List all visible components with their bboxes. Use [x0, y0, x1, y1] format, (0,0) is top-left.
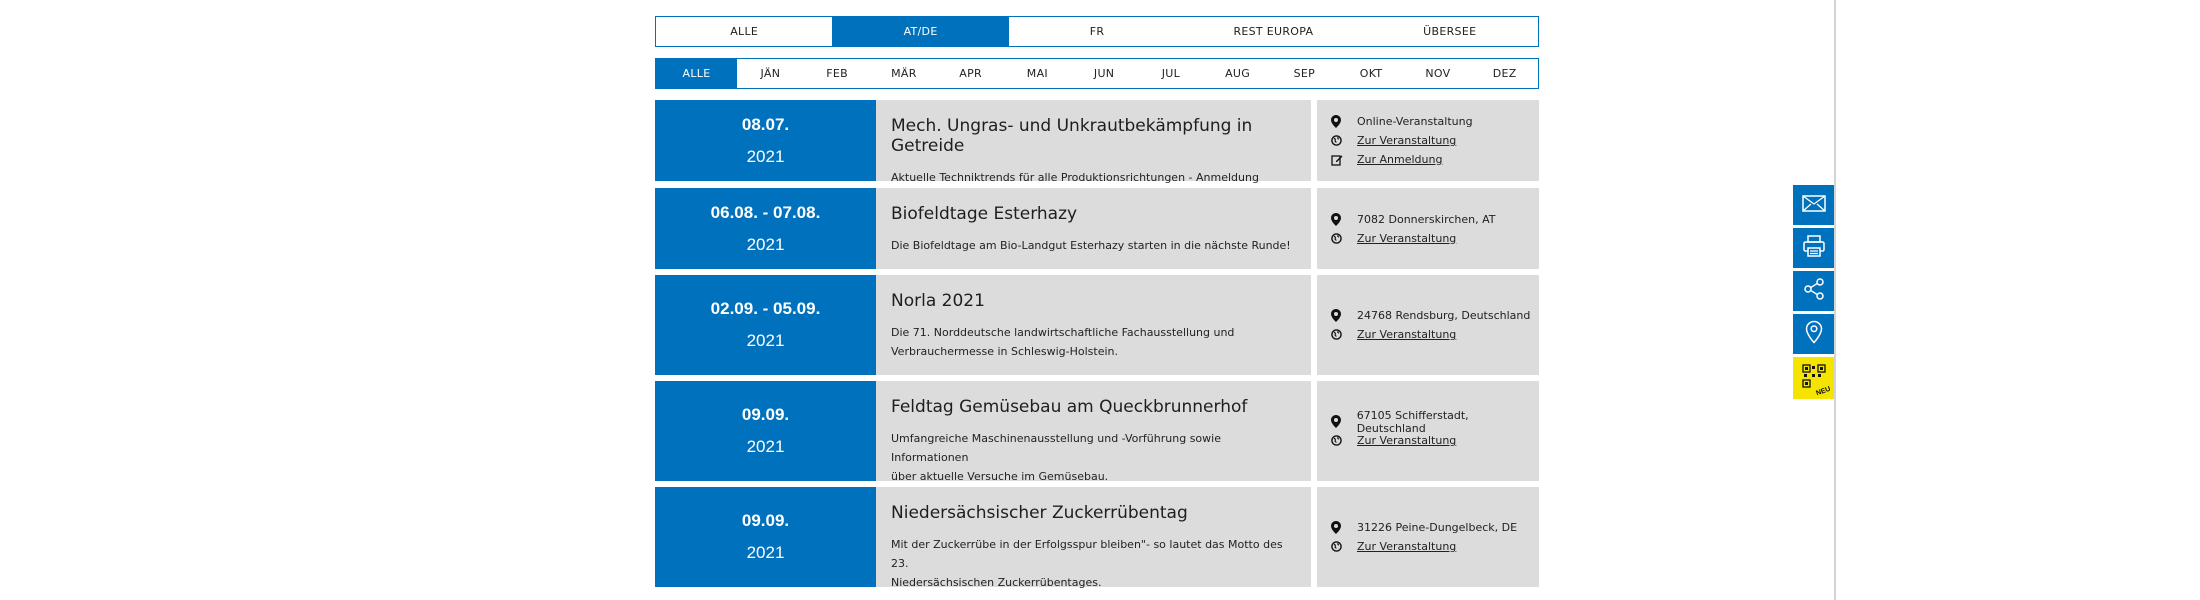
event-description-line: Die 71. Norddeutsche landwirtschaftliche Fachausstellung und: [891, 326, 1235, 339]
event-card: [655, 381, 1539, 481]
event-meta: [1317, 100, 1539, 181]
event-date: 06.08. - 07.08.: [710, 202, 821, 222]
event-info: [876, 100, 1311, 184]
event-date: 02.09. - 05.09.: [710, 299, 821, 318]
globe-icon: [1331, 135, 1357, 146]
print-icon: [1803, 235, 1825, 261]
event-info: [876, 275, 1311, 375]
globe-icon: [1331, 435, 1357, 446]
month-filter-mai[interactable]: MAI: [1026, 67, 1048, 80]
event-info: [876, 188, 1311, 269]
region-filter-at-de[interactable]: AT/DE: [832, 17, 1008, 46]
event-location: 31226 Peine-Dungelbeck, DE: [1357, 521, 1518, 534]
event-year: 2021: [746, 234, 785, 254]
event-date: 08.07.: [741, 114, 790, 134]
event-link[interactable]: Zur Veranstaltung: [1357, 434, 1457, 447]
event-date-block: [655, 381, 876, 481]
page-edge-divider: [1834, 0, 1836, 600]
event-link-row: [1331, 537, 1539, 556]
month-filter-dez[interactable]: DEZ: [1492, 67, 1517, 80]
location-pin-icon: [1331, 415, 1357, 428]
event-description: Aktuelle Techniktrends für alle Produktionsrichtungen - Anmeldung: [891, 171, 1259, 184]
mail-button[interactable]: [1793, 185, 1834, 225]
event-year: 2021: [746, 543, 785, 562]
event-meta: [1317, 381, 1539, 481]
event-registration-row: [1331, 150, 1539, 169]
region-filter: [655, 16, 1539, 47]
share-button[interactable]: [1793, 271, 1834, 311]
location-pin-icon: [1331, 213, 1357, 226]
mail-icon: [1802, 195, 1826, 216]
event-description: [891, 323, 1296, 361]
qr-code-button[interactable]: [1793, 357, 1834, 399]
event-description-line: Niedersächsischen Zuckerrübentages.: [891, 576, 1102, 589]
location-pin-icon: [1331, 521, 1357, 534]
event-date-block: [655, 100, 876, 181]
month-filter-jul[interactable]: JUL: [1161, 67, 1181, 80]
globe-icon: [1331, 233, 1357, 244]
globe-icon: [1331, 541, 1357, 552]
event-card: [655, 188, 1539, 269]
event-title: Feldtag Gemüsebau am Queckbrunnerhof: [891, 397, 1248, 417]
region-filter-uebersee[interactable]: ÜBERSEE: [1423, 25, 1477, 38]
month-filter: [655, 58, 1539, 89]
event-location: Online-Veranstaltung: [1357, 115, 1473, 128]
event-title: Niedersächsischer Zuckerrübentag: [891, 503, 1188, 523]
month-filter-okt[interactable]: OKT: [1359, 67, 1383, 80]
event-card: [655, 487, 1539, 587]
share-icon: [1803, 278, 1825, 304]
event-description-line: Mit der Zuckerrübe in der Erfolgsspur bleiben"- so lautet das Motto des 23.: [891, 538, 1283, 570]
event-description-line: Verbrauchermesse in Schleswig-Holstein.: [891, 345, 1118, 358]
event-date: 09.09.: [741, 405, 790, 424]
event-card: [655, 100, 1539, 184]
region-filter-fr[interactable]: FR: [1089, 25, 1105, 38]
event-location-row: [1331, 518, 1539, 537]
event-location-row: [1331, 112, 1539, 131]
event-title: Biofeldtage Esterhazy: [891, 204, 1078, 224]
event-link[interactable]: Zur Veranstaltung: [1357, 134, 1457, 147]
event-link-row: [1331, 325, 1539, 344]
event-date-block: [655, 188, 876, 269]
month-filter-mar[interactable]: MÄR: [891, 67, 917, 80]
event-link[interactable]: Zur Veranstaltung: [1357, 231, 1457, 245]
event-card: [655, 275, 1539, 375]
event-info: [876, 381, 1311, 481]
region-filter-all[interactable]: ALLE: [730, 25, 759, 38]
location-pin-icon: [1331, 309, 1357, 322]
event-description: [891, 535, 1296, 592]
location-pin-icon: [1805, 320, 1823, 348]
event-location-row: [1331, 210, 1539, 229]
location-pin-icon: [1331, 115, 1357, 128]
new-badge: NEU: [1815, 385, 1832, 398]
event-meta: [1317, 188, 1539, 269]
month-filter-apr[interactable]: APR: [959, 67, 982, 80]
event-location: 24768 Rendsburg, Deutschland: [1357, 309, 1531, 322]
region-filter-rest-europa[interactable]: REST EUROPA: [1233, 25, 1314, 38]
event-date-block: [655, 275, 876, 375]
event-year: 2021: [746, 146, 785, 166]
event-location-row: [1331, 408, 1539, 435]
month-filter-nov[interactable]: NOV: [1425, 67, 1451, 80]
month-filter-all[interactable]: ALLE: [656, 59, 737, 88]
event-description: Die Biofeldtage am Bio-Landgut Esterhazy starten in die nächste Runde!: [891, 239, 1291, 252]
month-filter-jun[interactable]: JUN: [1093, 67, 1115, 80]
event-info: [876, 487, 1311, 587]
event-date-block: [655, 487, 876, 587]
event-date: 09.09.: [741, 511, 790, 530]
month-filter-feb[interactable]: FEB: [826, 67, 848, 80]
event-location-row: [1331, 306, 1539, 325]
month-filter-jan[interactable]: JÄN: [760, 67, 781, 80]
event-link[interactable]: Zur Veranstaltung: [1357, 540, 1457, 553]
side-toolbar: [1793, 185, 1834, 402]
event-year: 2021: [746, 331, 785, 350]
globe-icon: [1331, 329, 1357, 340]
event-title: Norla 2021: [891, 291, 985, 311]
event-link-row: [1331, 431, 1539, 450]
event-description-line: Umfangreiche Maschinenausstellung und -Vorführung sowie Informationen: [891, 432, 1221, 464]
event-year: 2021: [746, 437, 785, 456]
month-filter-aug[interactable]: AUG: [1225, 67, 1251, 80]
event-meta: [1317, 487, 1539, 587]
event-title: Mech. Ungras- und Unkrautbekämpfung in Getreide: [891, 116, 1253, 156]
location-button[interactable]: [1793, 314, 1834, 354]
event-location: 67105 Schifferstadt, Deutschland: [1356, 408, 1469, 435]
event-description: [891, 429, 1296, 486]
month-filter-sep[interactable]: SEP: [1293, 67, 1316, 80]
event-description-line: über aktuelle Versuche im Gemüsebau.: [891, 470, 1109, 483]
event-registration-link[interactable]: Zur Anmeldung: [1357, 153, 1443, 166]
event-meta: [1317, 275, 1539, 375]
event-link-row: [1331, 229, 1539, 248]
print-button[interactable]: [1793, 228, 1834, 268]
edit-icon: [1331, 154, 1357, 166]
event-link-row: [1331, 131, 1539, 150]
event-link[interactable]: Zur Veranstaltung: [1357, 328, 1457, 341]
event-location: 7082 Donnerskirchen, AT: [1357, 212, 1496, 226]
